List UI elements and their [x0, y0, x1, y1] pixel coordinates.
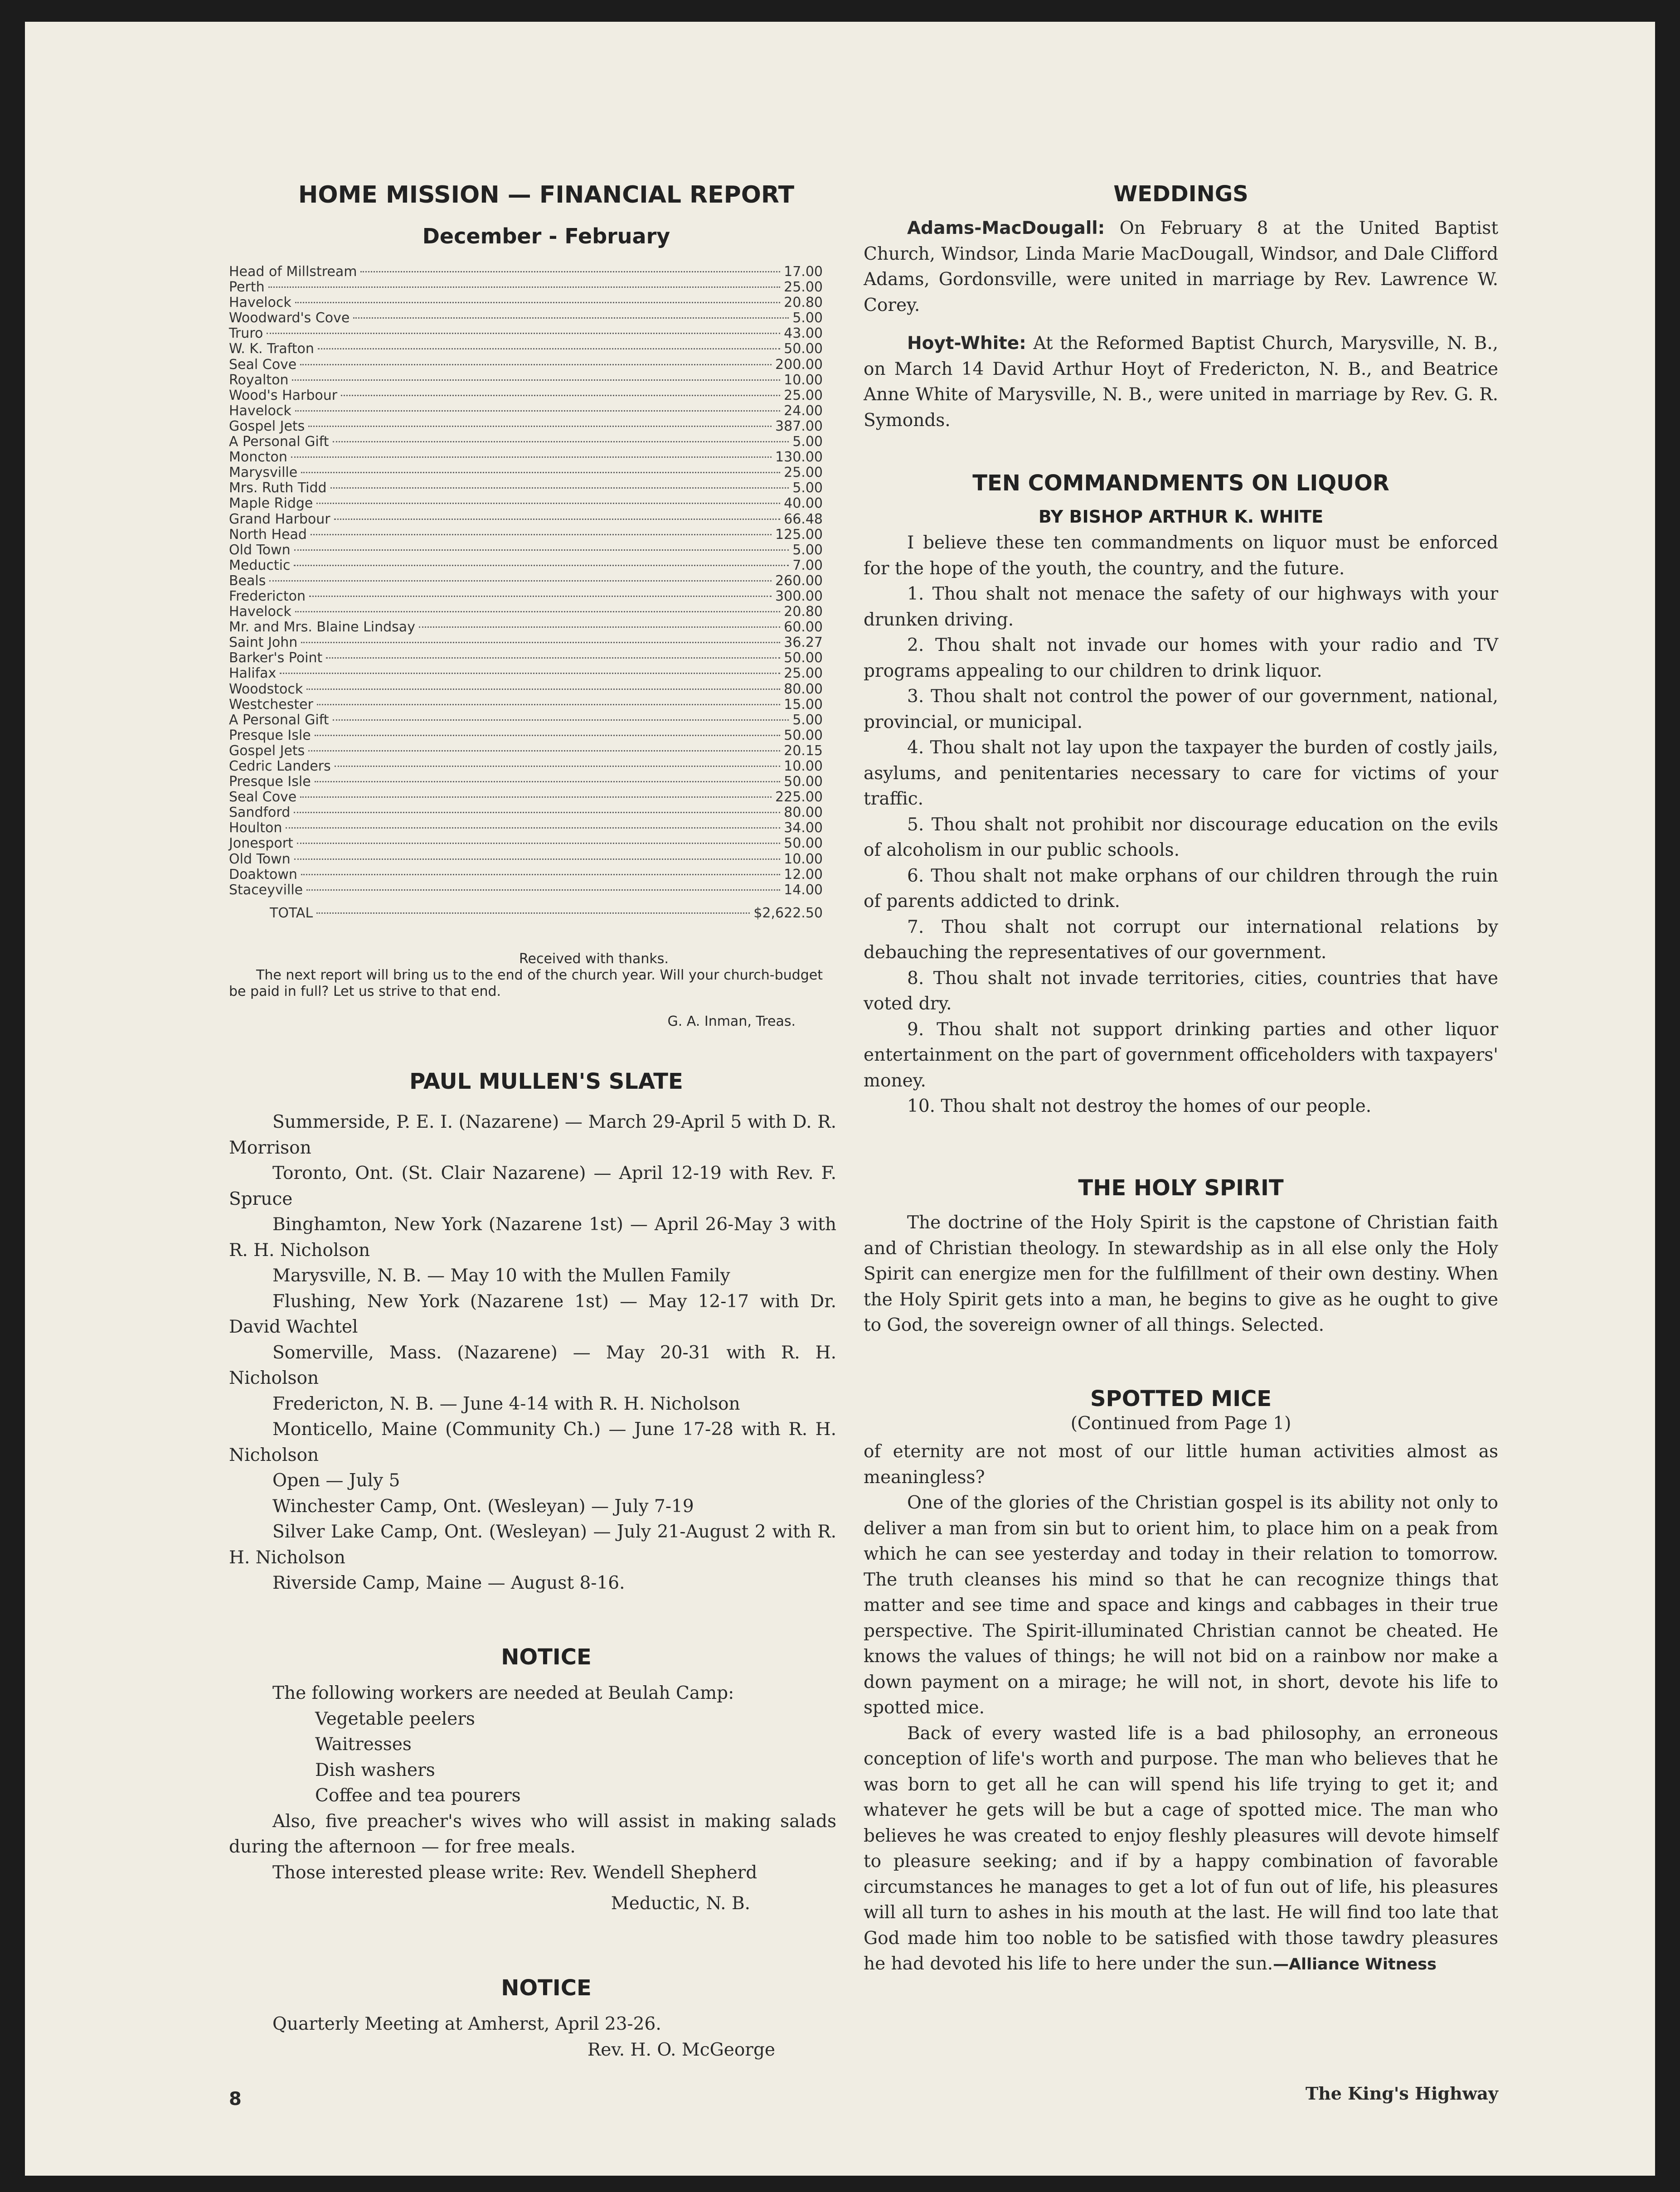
leader-dots: [326, 657, 780, 659]
finance-row: [229, 589, 823, 604]
page-number: 8: [229, 2089, 242, 2110]
commandments-title: TEN COMMANDMENTS ON LIQUOR: [972, 470, 1389, 496]
leader-dots: [294, 858, 780, 860]
finance-name: Havelock: [229, 604, 291, 620]
finance-name: Gospel Jets: [229, 742, 305, 759]
finance-row: [229, 713, 823, 728]
finance-amount: 20.15: [784, 742, 823, 759]
notice1-list: [229, 1707, 836, 1809]
finance-amount: 25.00: [784, 279, 823, 296]
finance-amount: 25.00: [784, 465, 823, 481]
finance-amount: 66.48: [784, 511, 823, 527]
leader-dots: [330, 487, 789, 489]
leader-dots: [301, 642, 780, 643]
finance-row: [229, 620, 823, 635]
finance-amount: 125.00: [775, 526, 823, 543]
notice1-list-item: Dish washers: [315, 1760, 435, 1780]
mice-body: [864, 1439, 1498, 1978]
leader-dots: [360, 271, 780, 272]
finance-row: [229, 573, 823, 589]
wedding-2-text: At the Reformed Baptist Church, Marysville, N. B., on March 14 David Arthur Hoyt of Fredericton, N. B., and Beatrice Anne White of Marysville, N. B., were united in marriage by Rev. G. R. Symonds.: [864, 333, 1498, 431]
commandments-intro: I believe these ten commandments on liquor must be enforced for the hope of the youth, the country, and the future.: [864, 533, 1498, 579]
commandment-item: 9. Thou shalt not support drinking parties and other liquor entertainment on the part of government officeholders with taxpayers' money.: [864, 1019, 1498, 1091]
leader-dots: [294, 565, 789, 566]
finance-name: Wood's Harbour: [229, 387, 338, 403]
notice1-location: Meductic, N. B.: [611, 1893, 750, 1914]
wedding-2: [864, 331, 1498, 433]
finance-amount: 50.00: [784, 650, 823, 666]
leader-dots: [333, 441, 789, 442]
leader-dots: [419, 626, 780, 628]
leader-dots: [297, 843, 780, 844]
finance-name: Moncton: [229, 449, 287, 466]
finance-name: Perth: [229, 279, 265, 296]
slate-entry: Flushing, New York (Nazarene 1st) — May 12-17 with Dr. David Wachtel: [229, 1291, 836, 1337]
finance-amount: 387.00: [775, 418, 823, 434]
finance-name: Havelock: [229, 295, 291, 311]
total-amount: $2,622.50: [753, 905, 823, 921]
leader-dots: [269, 580, 772, 582]
finance-name: Westchester: [229, 696, 313, 713]
finance-amount: 200.00: [775, 356, 823, 373]
leader-dots: [295, 611, 780, 612]
finance-name: Old Town: [229, 542, 291, 558]
leader-dots: [315, 735, 780, 736]
slate-list: [229, 1110, 836, 1596]
finance-amount: 80.00: [784, 805, 823, 821]
finance-row: [229, 867, 823, 883]
weddings-body: [864, 216, 1498, 433]
leader-dots: [318, 348, 780, 349]
finance-row: [229, 697, 823, 713]
wedding-1: [864, 216, 1498, 318]
commandment-item: 4. Thou shalt not lay upon the taxpayer the burden of costly jails, asylums, and penitentaries necessary to care for victims of your traffic.: [864, 737, 1498, 809]
commandments-list: [864, 582, 1498, 1120]
leader-dots: [295, 410, 780, 412]
finance-row: [229, 295, 823, 310]
finance-amount: 50.00: [784, 341, 823, 357]
footer-title: The King's Highway: [1305, 2083, 1498, 2104]
finance-amount: 5.00: [792, 542, 823, 558]
finance-row: [229, 326, 823, 341]
finance-row: [229, 341, 823, 357]
finance-row: [229, 883, 823, 898]
finance-amount: 50.00: [784, 774, 823, 790]
leader-dots: [268, 286, 781, 288]
finance-row: [229, 419, 823, 434]
finance-amount: 300.00: [775, 588, 823, 604]
finance-amount: 12.00: [784, 866, 823, 883]
finance-name: W. K. Trafton: [229, 341, 314, 357]
notice1-title: NOTICE: [501, 1644, 592, 1670]
finance-row: [229, 852, 823, 867]
finance-row: [229, 496, 823, 511]
finance-total-row: [229, 906, 823, 922]
finance-amount: 80.00: [784, 681, 823, 697]
finance-amount: 10.00: [784, 372, 823, 388]
wedding-1-name: Adams-MacDougall:: [907, 218, 1105, 238]
finance-name: Grand Harbour: [229, 511, 330, 527]
finance-name: Mrs. Ruth Tidd: [229, 480, 327, 496]
leader-dots: [333, 719, 789, 721]
finance-name: Havelock: [229, 403, 291, 419]
mice-title: SPOTTED MICE: [1090, 1386, 1272, 1411]
finance-amount: 17.00: [784, 264, 823, 280]
notice2-title: NOTICE: [501, 1975, 592, 2001]
finance-row: [229, 388, 823, 403]
finance-amount: 50.00: [784, 835, 823, 852]
slate-entry: Somerville, Mass. (Nazarene) — May 20-31 with R. H. Nicholson: [229, 1342, 836, 1388]
finance-row: [229, 310, 823, 326]
finance-row: [229, 373, 823, 388]
finance-row: [229, 666, 823, 681]
finance-row: [229, 790, 823, 805]
finance-amount: 25.00: [784, 665, 823, 682]
finance-amount: 7.00: [792, 557, 823, 573]
holy-spirit-title: THE HOLY SPIRIT: [1078, 1175, 1284, 1201]
finance-name: Staceyville: [229, 882, 303, 898]
finance-name: A Personal Gift: [229, 712, 329, 728]
finance-signature: G. A. Inman, Treas.: [667, 1014, 796, 1029]
leader-dots: [309, 596, 772, 597]
finance-row: [229, 635, 823, 650]
leader-dots: [301, 472, 780, 473]
finance-title: HOME MISSION — FINANCIAL REPORT: [298, 181, 795, 209]
finance-name: Maple Ridge: [229, 495, 313, 512]
finance-name: Woodstock: [229, 681, 303, 697]
commandment-item: 10. Thou shalt not destroy the homes of our people.: [907, 1096, 1372, 1116]
leader-dots: [315, 781, 780, 782]
mice-source: —Alliance Witness: [1272, 1955, 1437, 1974]
leader-dots: [292, 379, 780, 381]
finance-row: [229, 743, 823, 759]
mice-p3-text: Back of every wasted life is a bad philosophy, an erroneous conception of life's worth and purpose. The man who believes that he was born to get all he can will spend his life trying to get it; and whatever he gets will be but a cage of spotted mice. The man who believes he was created to enjoy fleshly pleasures will devote himself to pleasure seeking; and if by a happy combination of favorable circumstances he manages to get a lot of fun out of life, his pleasures will all turn to ashes in his mouth at the last. He will find too late that God made him too noble to be satisfied with those tawdry pleasures he had devoted his life to here under the sun.: [864, 1723, 1498, 1974]
commandment-item: 8. Thou shalt not invade territories, cities, countries that have voted dry.: [864, 968, 1498, 1014]
finance-amount: 40.00: [784, 495, 823, 512]
finance-row: [229, 759, 823, 774]
notice2-text: Quarterly Meeting at Amherst, April 23-26.: [272, 2014, 661, 2034]
finance-amount: 50.00: [784, 727, 823, 743]
notice1-list-item: Coffee and tea pourers: [315, 1785, 521, 1806]
finance-amount: 10.00: [784, 758, 823, 774]
leader-dots: [300, 364, 772, 365]
slate-entry: Open — July 5: [272, 1470, 400, 1491]
finance-row: [229, 357, 823, 373]
leader-dots: [335, 766, 780, 767]
slate-entry: Toronto, Ont. (St. Clair Nazarene) — April 12-19 with Rev. F. Spruce: [229, 1163, 836, 1209]
holy-spirit-body: [864, 1210, 1498, 1338]
finance-row: [229, 805, 823, 820]
leader-dots: [301, 874, 780, 875]
slate-entry: Summerside, P. E. I. (Nazarene) — March 29-April 5 with D. R. Morrison: [229, 1112, 836, 1158]
finance-amount: 34.00: [784, 820, 823, 836]
finance-name: Presque Isle: [229, 727, 311, 743]
finance-amount: 20.80: [784, 295, 823, 311]
finance-name: Saint John: [229, 635, 298, 651]
finance-name: Doaktown: [229, 866, 297, 883]
notice1-list-item: Vegetable peelers: [315, 1708, 475, 1729]
finance-name: Seal Cove: [229, 789, 297, 805]
finance-amount: 24.00: [784, 403, 823, 419]
total-label: TOTAL: [270, 905, 313, 921]
finance-amount: 225.00: [775, 789, 823, 805]
mice-p1: of eternity are not most of our little human activities almost as meaningless?: [864, 1441, 1498, 1488]
mice-p2: One of the glories of the Christian gospel is its ability not only to deliver a man from sin but to orient him, to place him on a peak from which he can see yesterday and today in their relation to tomorrow. The truth cleanses his mind so that he can recognize things that matter and see time and space and kings and cabbages in their true perspective. The Spirit-illuminated Christian cannot be cheated. He knows the values of things; he will not bid on a rainbow nor make a down payment on a mirage; he will not, in short, devote his life to spotted mice.: [864, 1493, 1498, 1718]
notice1-intro: The following workers are needed at Beulah Camp:: [272, 1683, 734, 1703]
finance-name: Mr. and Mrs. Blaine Lindsay: [229, 619, 415, 635]
finance-row: [229, 650, 823, 666]
leader-dots: [300, 796, 772, 798]
finance-amount: 36.27: [784, 635, 823, 651]
finance-list: [229, 264, 823, 898]
finance-name: A Personal Gift: [229, 434, 329, 450]
finance-note: The next report will bring us to the end of the church year. Will your church-budget be paid in full? Let us strive to that end.: [229, 967, 823, 999]
finance-row: [229, 450, 823, 465]
finance-row: [229, 465, 823, 480]
finance-name: Halifax: [229, 665, 277, 682]
finance-name: Marysville: [229, 465, 298, 481]
finance-row: [229, 774, 823, 790]
finance-name: Presque Isle: [229, 774, 311, 790]
finance-name: North Head: [229, 526, 307, 543]
magazine-page: [25, 22, 1655, 2176]
finance-row: [229, 264, 823, 280]
finance-name: Cedric Landers: [229, 758, 331, 774]
finance-name: Jonesport: [229, 835, 293, 852]
leader-dots: [341, 395, 780, 396]
commandments-body: [864, 530, 1498, 1120]
notice2-body: [229, 2012, 836, 2063]
notice1-list-item: Waitresses: [315, 1734, 412, 1755]
leader-dots: [317, 704, 780, 705]
leader-dots: [308, 426, 772, 427]
leader-dots: [334, 519, 781, 520]
finance-period: December - February: [422, 224, 670, 248]
finance-amount: 260.00: [775, 572, 823, 589]
finance-row: [229, 543, 823, 558]
finance-name: Head of Millstream: [229, 264, 357, 280]
leader-dots: [280, 673, 780, 674]
leader-dots: [306, 689, 780, 690]
leader-dots: [294, 549, 789, 551]
finance-amount: 20.80: [784, 604, 823, 620]
finance-name: Fredericton: [229, 588, 306, 604]
weddings-title: WEDDINGS: [1113, 181, 1248, 207]
leader-dots: [295, 302, 780, 303]
commandment-item: 2. Thou shalt not invade our homes with your radio and TV programs appealing to our children to drink liquor.: [864, 635, 1498, 681]
slate-entry: Marysville, N. B. — May 10 with the Mullen Family: [272, 1266, 730, 1286]
finance-row: [229, 836, 823, 851]
finance-row: [229, 527, 823, 543]
slate-entry: Fredericton, N. B. — June 4-14 with R. H. Nicholson: [272, 1393, 740, 1414]
slate-entry: Riverside Camp, Maine — August 8-16.: [272, 1573, 625, 1593]
notice1-also: Also, five preacher's wives who will assist in making salads during the afternoon — for free meals.: [229, 1811, 836, 1857]
commandment-item: 6. Thou shalt not make orphans of our children through the ruin of parents addicted to drink.: [864, 865, 1498, 912]
commandment-item: 7. Thou shalt not corrupt our international relations by debauching the representatives of our government.: [864, 917, 1498, 963]
mice-continued: (Continued from Page 1): [1070, 1413, 1292, 1434]
finance-row: [229, 604, 823, 620]
finance-name: Houlton: [229, 820, 282, 836]
finance-amount: 14.00: [784, 882, 823, 898]
finance-name: Truro: [229, 325, 263, 342]
wedding-2-name: Hoyt-White:: [907, 333, 1026, 354]
finance-amount: 25.00: [784, 387, 823, 403]
finance-amount: 5.00: [792, 434, 823, 450]
leader-dots: [353, 317, 789, 319]
holy-spirit-text: The doctrine of the Holy Spirit is the capstone of Christian faith and of Christian theology. In stewardship as in all else only the Holy Spirit can energize men for the fulfillment of their own destiny. When the Holy Spirit gets into a man, he begins to give as he ought to give to God, the sovereign owner of all things. Selected.: [864, 1212, 1498, 1335]
finance-row: [229, 434, 823, 450]
finance-amount: 60.00: [784, 619, 823, 635]
leader-dots: [294, 812, 780, 813]
finance-row: [229, 558, 823, 573]
finance-name: Woodward's Cove: [229, 310, 350, 326]
finance-row: [229, 480, 823, 496]
finance-name: Seal Cove: [229, 356, 297, 373]
notice2-signature: Rev. H. O. McGeorge: [587, 2039, 775, 2060]
leader-dots: [291, 456, 772, 458]
leader-dots: [308, 750, 780, 752]
finance-row: [229, 682, 823, 697]
finance-name: Beals: [229, 572, 266, 589]
slate-title: PAUL MULLEN'S SLATE: [409, 1069, 683, 1094]
finance-name: Sandford: [229, 805, 291, 821]
finance-amount: 43.00: [784, 325, 823, 342]
finance-row: [229, 728, 823, 743]
commandment-item: 1. Thou shalt not menace the safety of our highways with your drunken driving.: [864, 584, 1498, 630]
slate-entry: Winchester Camp, Ont. (Wesleyan) — July 7-19: [272, 1496, 694, 1517]
finance-name: Meductic: [229, 557, 291, 573]
mice-p3: [864, 1721, 1498, 1978]
finance-footer: [229, 951, 823, 1030]
finance-row: [229, 512, 823, 527]
leader-dots: [316, 503, 780, 504]
finance-name: Royalton: [229, 372, 289, 388]
slate-entry: Silver Lake Camp, Ont. (Wesleyan) — July 21-August 2 with R. H. Nicholson: [229, 1522, 836, 1568]
commandment-item: 3. Thou shalt not control the power of our government, national, provincial, or municipal.: [864, 686, 1498, 732]
finance-amount: 10.00: [784, 851, 823, 867]
leader-dots: [286, 827, 780, 829]
finance-name: Gospel Jets: [229, 418, 305, 434]
leader-dots: [267, 333, 780, 334]
finance-row: [229, 280, 823, 295]
wedding-1-text: On February 8 at the United Baptist Church, Windsor, Linda Marie MacDougall, Windsor, and Dale Clifford Adams, Gordonsville, were united in marriage by Rev. Lawrence W. Corey.: [864, 218, 1498, 315]
finance-amount: 130.00: [775, 449, 823, 466]
slate-entry: Monticello, Maine (Community Ch.) — June 17-28 with R. H. Nicholson: [229, 1419, 836, 1465]
notice1-body: [229, 1681, 836, 1917]
finance-amount: 15.00: [784, 696, 823, 713]
finance-amount: 5.00: [792, 310, 823, 326]
finance-name: Barker's Point: [229, 650, 323, 666]
slate-entry: Binghamton, New York (Nazarene 1st) — April 26-May 3 with R. H. Nicholson: [229, 1214, 836, 1261]
notice1-contact: Those interested please write: Rev. Wendell Shepherd: [272, 1862, 757, 1883]
leader-dots: [311, 534, 772, 535]
received-text: Received with thanks.: [519, 951, 669, 967]
finance-amount: 5.00: [792, 480, 823, 496]
commandment-item: 5. Thou shalt not prohibit nor discourage education on the evils of alcoholism in our public schools.: [864, 814, 1498, 860]
finance-amount: 5.00: [792, 712, 823, 728]
finance-row: [229, 820, 823, 836]
finance-row: [229, 403, 823, 419]
commandments-byline: BY BISHOP ARTHUR K. WHITE: [1038, 507, 1324, 527]
leader-dots: [306, 889, 780, 891]
finance-name: Old Town: [229, 851, 291, 867]
